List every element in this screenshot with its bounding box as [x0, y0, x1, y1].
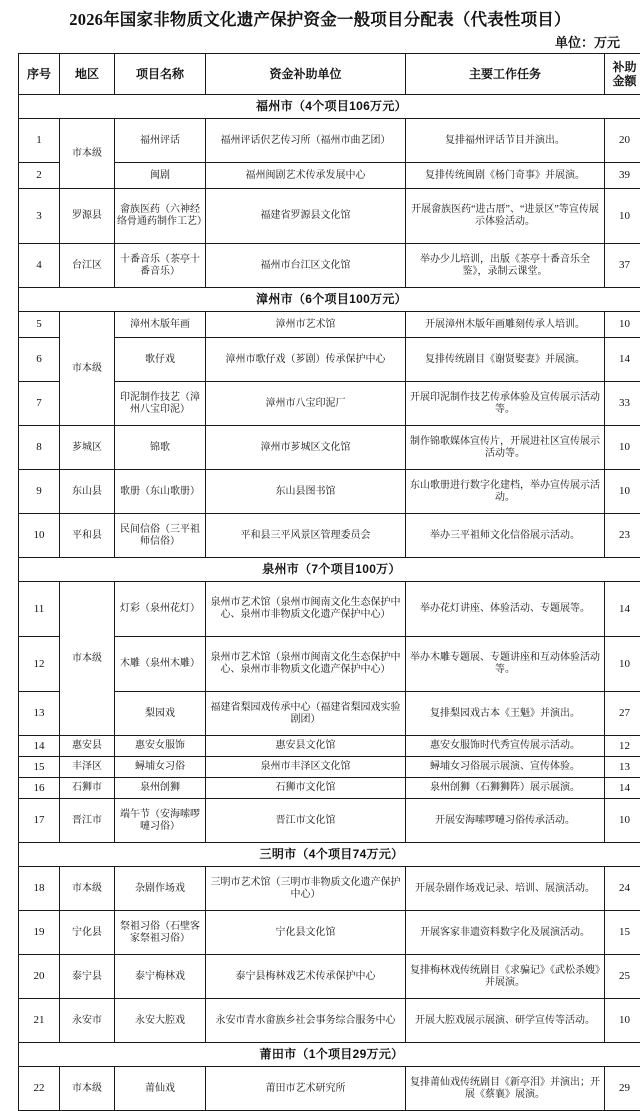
cell-project-name: 歌仔戏 [115, 338, 206, 382]
cell-funding-unit: 石狮市文化馆 [206, 778, 406, 799]
cell-amount: 14 [605, 778, 640, 799]
section-banner-row [19, 1043, 640, 1067]
cell-funding-unit: 漳州市八宝印泥厂 [206, 382, 406, 426]
section-banner-label: 福州市（4个项目106万元） [19, 95, 640, 119]
column-header-unit: 资金补助单位 [206, 54, 406, 95]
cell-funding-unit: 福州评话伬艺传习所（福州市曲艺团） [206, 119, 406, 163]
cell-funding-unit: 泉州市艺术馆（泉州市闽南文化生态保护中心、泉州市非物质文化遗产保护中心） [206, 637, 406, 692]
cell-main-task: 复排福州评话节目并演出。 [406, 119, 605, 163]
cell-funding-unit: 漳州市艺术馆 [206, 312, 406, 338]
cell-seq: 8 [19, 426, 60, 470]
table-row [19, 189, 640, 244]
cell-main-task: 泉州刣狮（石狮狮阵）展示展演。 [406, 778, 605, 799]
cell-amount: 23 [605, 514, 640, 558]
column-header-region: 地区 [60, 54, 115, 95]
table-row [19, 470, 640, 514]
cell-main-task: 复排莆仙戏传统剧目《新亭泪》并演出；开展《蔡襄》展演。 [406, 1067, 605, 1111]
cell-seq: 22 [19, 1067, 60, 1111]
cell-funding-unit: 泰宁县梅林戏艺术传承保护中心 [206, 955, 406, 999]
table-row [19, 955, 640, 999]
cell-region: 芗城区 [60, 426, 115, 470]
cell-project-name: 梨园戏 [115, 692, 206, 736]
cell-region: 台江区 [60, 244, 115, 288]
cell-region: 市本级 [60, 1067, 115, 1111]
cell-funding-unit: 福州市台江区文化馆 [206, 244, 406, 288]
section-banner-row [19, 843, 640, 867]
cell-project-name: 印泥制作技艺（漳州八宝印泥） [115, 382, 206, 426]
table-row [19, 799, 640, 843]
cell-seq: 7 [19, 382, 60, 426]
cell-main-task: 复排梨园戏古本《王魁》并演出。 [406, 692, 605, 736]
cell-main-task: 开展大腔戏展示展演、研学宣传等活动。 [406, 999, 605, 1043]
unit-note: 单位：万元 [18, 32, 622, 51]
cell-amount: 12 [605, 736, 640, 757]
cell-funding-unit: 漳州市歌仔戏（芗剧）传承保护中心 [206, 338, 406, 382]
cell-project-name: 民间信俗（三平祖师信俗） [115, 514, 206, 558]
cell-amount: 20 [605, 119, 640, 163]
cell-amount: 10 [605, 189, 640, 244]
cell-amount: 10 [605, 799, 640, 843]
cell-project-name: 木雕（泉州木雕） [115, 637, 206, 692]
cell-project-name: 灯彩（泉州花灯） [115, 582, 206, 637]
cell-project-name: 莆仙戏 [115, 1067, 206, 1111]
document-page [0, 6, 640, 863]
section-banner-row [19, 558, 640, 582]
cell-amount: 10 [605, 426, 640, 470]
table-row [19, 1067, 640, 1111]
table-row [19, 757, 640, 778]
table-row [19, 312, 640, 338]
cell-region: 泰宁县 [60, 955, 115, 999]
cell-funding-unit: 惠安县文化馆 [206, 736, 406, 757]
cell-region: 晋江市 [60, 799, 115, 843]
cell-project-name: 福州评话 [115, 119, 206, 163]
cell-funding-unit: 东山县图书馆 [206, 470, 406, 514]
table-row [19, 514, 640, 558]
cell-seq: 1 [19, 119, 60, 163]
cell-main-task: 举办三平祖师文化信俗展示活动。 [406, 514, 605, 558]
cell-amount: 10 [605, 312, 640, 338]
section-banner-label: 三明市（4个项目74万元） [19, 843, 640, 867]
cell-project-name: 畲族医药（六神经络骨通药制作工艺） [115, 189, 206, 244]
cell-seq: 11 [19, 582, 60, 637]
section-banner-row [19, 95, 640, 119]
column-header-task: 主要工作任务 [406, 54, 605, 95]
cell-region: 市本级 [60, 867, 115, 911]
cell-funding-unit: 福建省罗源县文化馆 [206, 189, 406, 244]
table-row [19, 778, 640, 799]
column-header-project: 项目名称 [115, 54, 206, 95]
column-header-amount: 补助金额 [605, 54, 640, 95]
cell-seq: 5 [19, 312, 60, 338]
page-title: 2026年国家非物质文化遗产保护资金一般项目分配表（代表性项目） [18, 6, 622, 30]
cell-amount: 14 [605, 582, 640, 637]
header-row [19, 54, 640, 95]
cell-amount: 24 [605, 867, 640, 911]
cell-main-task: 开展印泥制作技艺传承体验及宣传展示活动等。 [406, 382, 605, 426]
cell-region: 市本级 [60, 312, 115, 426]
section-banner-row [19, 288, 640, 312]
cell-seq: 18 [19, 867, 60, 911]
cell-project-name: 锦歌 [115, 426, 206, 470]
table-row [19, 999, 640, 1043]
section-banner-label: 莆田市（1个项目29万元） [19, 1043, 640, 1067]
section-banner-label: 漳州市（6个项目100万元） [19, 288, 640, 312]
cell-main-task: 蟳埔女习俗展示展演、宣传体验。 [406, 757, 605, 778]
table-row [19, 736, 640, 757]
cell-seq: 15 [19, 757, 60, 778]
cell-main-task: 开展杂剧作场戏记录、培训、展演活动。 [406, 867, 605, 911]
cell-region: 宁化县 [60, 911, 115, 955]
section-banner-label: 泉州市（7个项目100万） [19, 558, 640, 582]
cell-main-task: 东山歌册进行数字化建档，举办宣传展示活动。 [406, 470, 605, 514]
table-header [19, 54, 640, 95]
cell-region: 平和县 [60, 514, 115, 558]
cell-seq: 13 [19, 692, 60, 736]
cell-amount: 13 [605, 757, 640, 778]
cell-project-name: 祭祖习俗（石壁客家祭祖习俗） [115, 911, 206, 955]
cell-project-name: 杂剧作场戏 [115, 867, 206, 911]
cell-seq: 4 [19, 244, 60, 288]
table-row [19, 911, 640, 955]
cell-project-name: 十番音乐（茶亭十番音乐） [115, 244, 206, 288]
column-header-seq: 序号 [19, 54, 60, 95]
cell-project-name: 歌册（东山歌册） [115, 470, 206, 514]
cell-amount: 39 [605, 163, 640, 189]
cell-seq: 20 [19, 955, 60, 999]
cell-seq: 16 [19, 778, 60, 799]
cell-funding-unit: 晋江市文化馆 [206, 799, 406, 843]
table-row [19, 867, 640, 911]
cell-amount: 29 [605, 1067, 640, 1111]
cell-project-name: 泰宁梅林戏 [115, 955, 206, 999]
cell-region: 市本级 [60, 582, 115, 736]
cell-project-name: 惠安女服饰 [115, 736, 206, 757]
cell-amount: 33 [605, 382, 640, 426]
cell-region: 惠安县 [60, 736, 115, 757]
table-row [19, 244, 640, 288]
cell-region: 永安市 [60, 999, 115, 1043]
cell-project-name: 闽剧 [115, 163, 206, 189]
cell-main-task: 复排传统闽剧《杨门奇事》并展演。 [406, 163, 605, 189]
cell-seq: 21 [19, 999, 60, 1043]
cell-region: 市本级 [60, 119, 115, 189]
cell-main-task: 举办花灯讲座、体验活动、专题展等。 [406, 582, 605, 637]
cell-main-task: 举办少儿培训，出版《茶亭十番音乐全鉴》，录制云课堂。 [406, 244, 605, 288]
cell-amount: 25 [605, 955, 640, 999]
cell-funding-unit: 永安市青水畲族乡社会事务综合服务中心 [206, 999, 406, 1043]
cell-amount: 27 [605, 692, 640, 736]
cell-amount: 14 [605, 338, 640, 382]
cell-main-task: 复排传统剧目《谢贤娶妻》并展演。 [406, 338, 605, 382]
cell-amount: 10 [605, 999, 640, 1043]
cell-seq: 2 [19, 163, 60, 189]
allocation-table [18, 53, 640, 1111]
cell-seq: 9 [19, 470, 60, 514]
cell-seq: 6 [19, 338, 60, 382]
cell-project-name: 泉州刣狮 [115, 778, 206, 799]
cell-funding-unit: 漳州市芗城区文化馆 [206, 426, 406, 470]
cell-region: 罗源县 [60, 189, 115, 244]
cell-main-task: 开展漳州木版年画雕刻传承人培训。 [406, 312, 605, 338]
cell-project-name: 端午节（安海嗦啰嗹习俗） [115, 799, 206, 843]
cell-seq: 19 [19, 911, 60, 955]
table-body [19, 95, 640, 1111]
table-row [19, 119, 640, 163]
cell-amount: 37 [605, 244, 640, 288]
cell-funding-unit: 三明市艺术馆（三明市非物质文化遗产保护中心） [206, 867, 406, 911]
cell-main-task: 开展客家非遗资料数字化及展演活动。 [406, 911, 605, 955]
cell-region: 东山县 [60, 470, 115, 514]
cell-seq: 3 [19, 189, 60, 244]
table-row [19, 426, 640, 470]
cell-seq: 14 [19, 736, 60, 757]
cell-amount: 15 [605, 911, 640, 955]
cell-main-task: 开展畲族医药“进古厝”、“进景区”等宣传展示体验活动。 [406, 189, 605, 244]
cell-funding-unit: 平和县三平风景区管理委员会 [206, 514, 406, 558]
table-row [19, 582, 640, 637]
cell-region: 石狮市 [60, 778, 115, 799]
cell-funding-unit: 莆田市艺术研究所 [206, 1067, 406, 1111]
cell-amount: 10 [605, 637, 640, 692]
cell-region: 丰泽区 [60, 757, 115, 778]
cell-funding-unit: 泉州市丰泽区文化馆 [206, 757, 406, 778]
cell-project-name: 蟳埔女习俗 [115, 757, 206, 778]
cell-main-task: 举办木雕专题展、专题讲座和互动体验活动等。 [406, 637, 605, 692]
cell-amount: 10 [605, 470, 640, 514]
cell-project-name: 永安大腔戏 [115, 999, 206, 1043]
cell-seq: 17 [19, 799, 60, 843]
cell-main-task: 开展安海嗦啰嗹习俗传承活动。 [406, 799, 605, 843]
cell-seq: 12 [19, 637, 60, 692]
cell-main-task: 惠安女服饰时代秀宣传展示活动。 [406, 736, 605, 757]
cell-main-task: 制作锦歌媒体宣传片，开展进社区宣传展示活动等。 [406, 426, 605, 470]
cell-seq: 10 [19, 514, 60, 558]
cell-funding-unit: 福建省梨园戏传承中心（福建省梨园戏实验剧团） [206, 692, 406, 736]
cell-project-name: 漳州木版年画 [115, 312, 206, 338]
cell-main-task: 复排梅林戏传统剧目《求骗记》《武松杀嫂》并展演。 [406, 955, 605, 999]
cell-funding-unit: 泉州市艺术馆（泉州市闽南文化生态保护中心、泉州市非物质文化遗产保护中心） [206, 582, 406, 637]
cell-funding-unit: 福州闽剧艺术传承发展中心 [206, 163, 406, 189]
cell-funding-unit: 宁化县文化馆 [206, 911, 406, 955]
